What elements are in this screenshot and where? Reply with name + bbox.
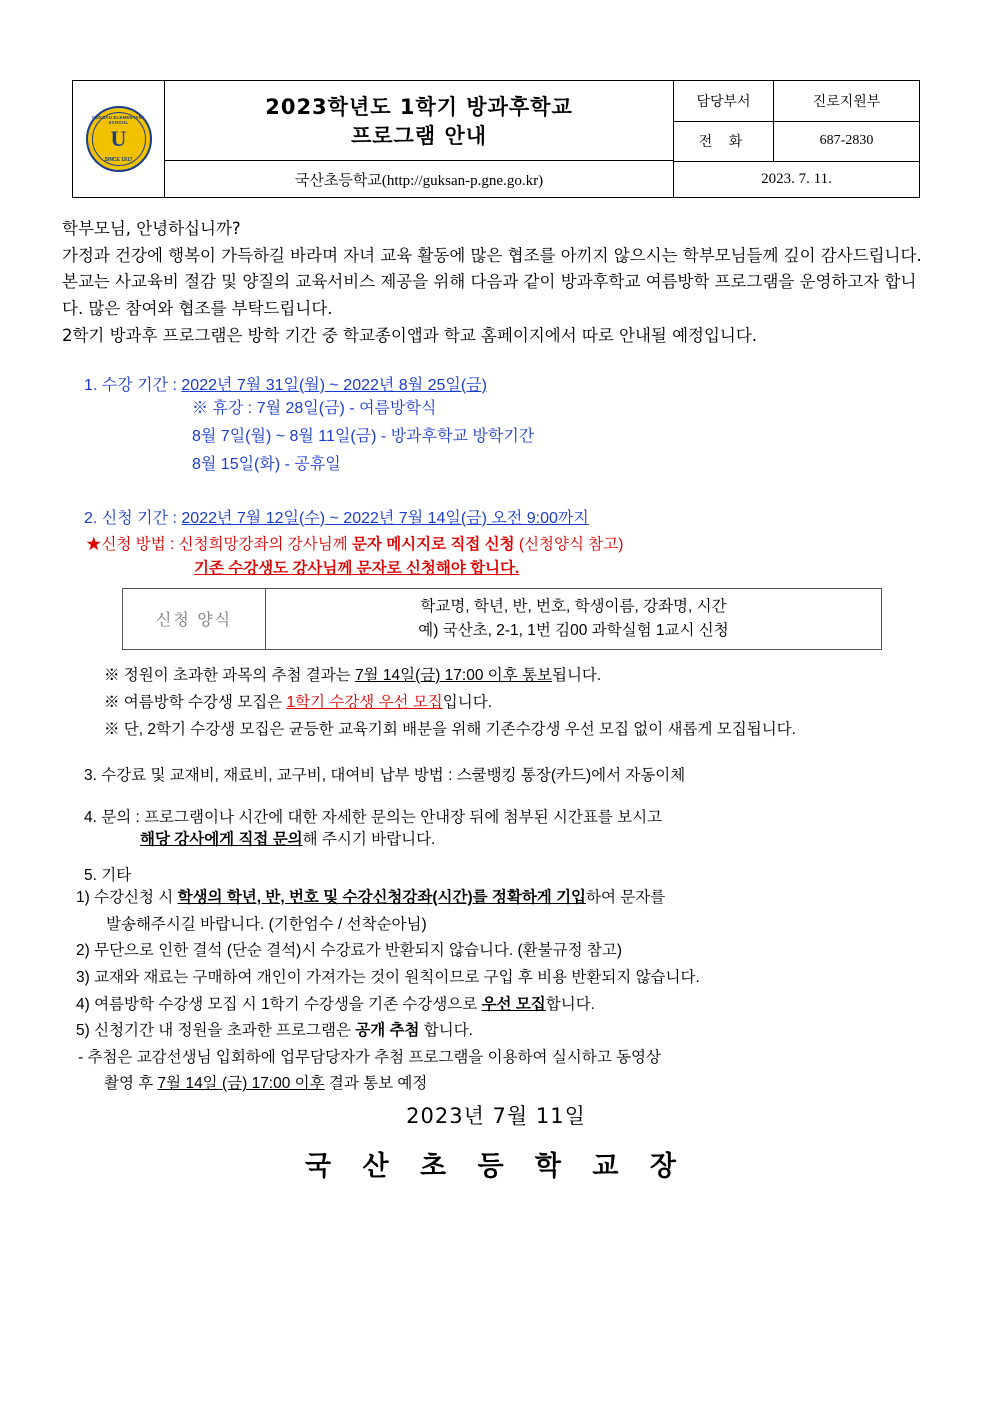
greeting-line: 학부모님, 안녕하십니까? (62, 219, 241, 238)
item-5-2-prefix: 교재와 재료는 구매하여 개인이 가져가는 것이 원칙이므로 구입 후 비용 반환되지 않습니다. (94, 968, 700, 986)
signature-principal: 국 산 초 등 학 교 장 (305, 1150, 687, 1182)
apply-method-emphasis: 문자 메시지로 직접 신청 (351, 535, 515, 553)
item-5-1-prefix: 무단으로 인한 결석 (단순 결석)시 수강료가 반환되지 않습니다. (환불규정 참고) (94, 942, 622, 960)
apply-method-line (62, 532, 930, 554)
application-format-body (266, 589, 881, 649)
item-5-label: 기타 (101, 866, 132, 884)
apply-method-prefix: 신청 방법 : 신청희망강좌의 강사님께 (101, 535, 352, 553)
item-5-1-num: 2) (76, 942, 90, 960)
item-5-list (62, 885, 930, 1045)
item-5-0-suffix: 하여 문자를 (586, 888, 666, 906)
note-0-prefix: ※ 정원이 초과한 과목의 추첨 결과는 (104, 666, 355, 684)
item-5-0-prefix: 수강신청 시 (94, 888, 178, 906)
item-2-number: 2. (84, 509, 98, 527)
application-format-table (122, 588, 882, 650)
item-5-4-prefix: 신청기간 내 정원을 초과한 프로그램은 (94, 1022, 356, 1040)
note-1-emphasis: 1학기 수강생 우선 모집 (286, 693, 443, 711)
star-icon: ★ (86, 535, 102, 553)
item-1-sub-list (62, 395, 930, 479)
emblem-top-text: GUKSAN ELEMENTARY SCHOOL (92, 115, 145, 125)
header-info-cells (673, 81, 919, 197)
item-4-emphasis: 해당 강사에게 직접 문의 (140, 830, 303, 848)
item-1-value: 2022년 7월 31일(월) ~ 2022년 8월 25일(금) (181, 376, 487, 394)
note-0-suffix: 됩니다. (551, 666, 602, 684)
item-3-text: 수강료 및 교재비, 재료비, 교구비, 대여비 납부 방법 : 스쿨뱅킹 통장(카드)에서 자동이체 (101, 766, 686, 784)
header-center (165, 81, 673, 197)
apply-method-line-2 (62, 556, 930, 578)
item-5-row-4 (76, 1018, 930, 1045)
application-format-line-1: 학교명, 학년, 반, 번호, 학생이름, 강좌명, 시간 (420, 597, 727, 615)
emblem-bottom-text: SINCE 1917 (104, 157, 133, 163)
item-3-number: 3. (84, 766, 97, 784)
item-4-inquiry (62, 805, 930, 849)
document-title (165, 81, 673, 161)
item-2-label: 신청 기간 : (101, 509, 182, 527)
telephone-value: 687-2830 (819, 133, 874, 149)
dash-line-1: - 추첨은 교감선생님 입회하에 업무담당자가 추첨 프로그램을 이용하여 실시하고 동영상 (78, 1048, 661, 1066)
item-5-0-num: 1) (76, 888, 90, 906)
dash-line-2-emphasis: 7월 14일 (금) 17:00 이후 (157, 1075, 325, 1093)
emblem-center-text: U (110, 126, 127, 151)
item-5-3-emphasis: 우선 모집 (481, 995, 546, 1013)
item-1-number: 1. (84, 376, 98, 394)
item-2-application-period (62, 505, 930, 528)
item-3-payment (62, 763, 930, 785)
application-format-line-2: 예) 국산초, 2-1, 1번 김00 과학실험 1교시 신청 (418, 621, 729, 639)
item-4-number: 4. (84, 808, 97, 826)
item-5-number: 5. (84, 866, 97, 884)
item-5-dash-note (62, 1045, 930, 1098)
item-2-notes (62, 662, 930, 743)
note-row-2 (104, 716, 930, 743)
item-5-etc (62, 863, 930, 885)
department-row (674, 81, 919, 122)
school-emblem-icon (86, 106, 152, 172)
telephone-label: 전 화 (674, 122, 774, 162)
item-1-sub-0: ※ 휴강 : 7월 28일(금) - 여름방학식 (192, 399, 437, 417)
item-5-row-0 (76, 885, 930, 938)
dash-line-2-prefix: 촬영 후 (104, 1075, 158, 1093)
note-1-prefix: ※ 여름방학 수강생 모집은 (104, 693, 287, 711)
intro-paragraph-2: 2학기 방과후 프로그램은 방학 기간 중 학교종이앱과 학교 홈페이지에서 따로 안내될 예정입니다. (62, 325, 758, 345)
department-label: 담당부서 (674, 81, 774, 121)
school-name-url: 국산초등학교(http://guksan-p.gne.go.kr) (294, 172, 544, 189)
telephone-row (674, 122, 919, 162)
item-5-3-suffix: 합니다. (545, 995, 595, 1013)
item-5-row-3 (76, 992, 930, 1019)
item-1-label: 수강 기간 : (101, 376, 182, 394)
item-1-period (62, 372, 930, 395)
document-header-table (72, 80, 920, 198)
apply-method-suffix: (신청양식 참고) (514, 535, 624, 553)
note-2-prefix: ※ 단, 2학기 수강생 모집은 균등한 교육기회 배분을 위해 기존수강생 우선 모집 없이 새롭게 모집됩니다. (104, 720, 796, 738)
apply-method-line2-text: 기존 수강생도 강사님께 문자로 신청해야 합니다. (194, 559, 520, 577)
item-2-value: 2022년 7월 12일(수) ~ 2022년 7월 14일(금) 오전 9:00까지 (181, 509, 589, 527)
title-line-2: 프로그램 안내 (350, 123, 488, 148)
item-5-3-prefix: 여름방학 수강생 모집 시 1학기 수강생을 기존 수강생으로 (94, 995, 482, 1013)
signature-date: 2023년 7월 11일 (406, 1103, 586, 1128)
item-5-row-2 (76, 965, 930, 992)
note-row-1 (104, 689, 930, 716)
item-4-continuation (84, 827, 930, 849)
item-4-suffix: 해 주시기 바랍니다. (302, 830, 436, 848)
title-line-1: 2023학년도 1학기 방과후학교 (265, 95, 573, 120)
item-5-0-emphasis: 학생의 학년, 반, 번호 및 수강신청강좌(시간)를 정확하게 기입 (177, 888, 587, 906)
item-1-sub-2: 8월 15일(화) - 공휴일 (192, 455, 341, 473)
department-value: 진로지원부 (812, 94, 881, 110)
item-5-row-1 (76, 938, 930, 965)
intro-paragraph-1: 가정과 건강에 행복이 가득하길 바라며 자녀 교육 활동에 많은 협조를 아끼지 않으시는 학부모님들께 깊이 감사드립니다. 본교는 사교육비 절감 및 양질의 교육서비스 제공을 위해 다음과 같이 방과후학교 여름방학 프로그램을 운영하고자 합니다. 많은 참여와 협조를 부탁드립니다. (62, 245, 922, 319)
school-logo-cell (73, 81, 165, 197)
dash-line-2 (78, 1071, 930, 1097)
item-5-4-suffix: 합니다. (419, 1022, 473, 1040)
item-5-2-num: 3) (76, 968, 90, 986)
item-4-text: 문의 : 프로그램이나 시간에 대한 자세한 문의는 안내장 뒤에 첨부된 시간표를 보시고 (101, 808, 663, 826)
application-format-label: 신청 양식 (123, 589, 266, 649)
issue-date: 2023. 7. 11. (674, 161, 919, 197)
item-5-4-emphasis: 공개 추첨 (355, 1022, 420, 1040)
item-1-sub-1: 8월 7일(월) ~ 8월 11일(금) - 방과후학교 방학기간 (192, 427, 535, 445)
note-0-emphasis: 7월 14일(금) 17:00 이후 통보 (354, 666, 552, 684)
dash-line-2-suffix: 결과 통보 예정 (324, 1075, 428, 1093)
note-1-suffix: 입니다. (442, 693, 493, 711)
note-row-0 (104, 662, 930, 689)
item-5-0-second: 발송해주시길 바랍니다. (기한엄수 / 선착순아님) (106, 915, 427, 933)
item-5-3-num: 4) (76, 995, 90, 1013)
item-5-4-num: 5) (76, 1022, 90, 1040)
intro-section (62, 216, 930, 350)
